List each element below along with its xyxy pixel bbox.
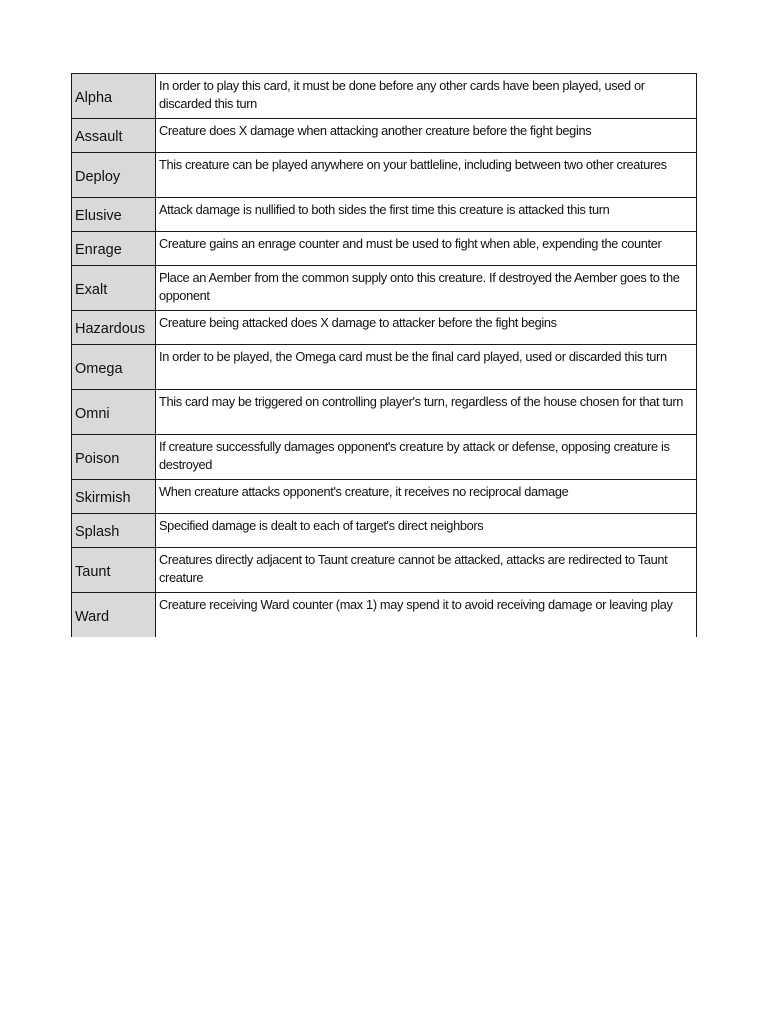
table-row (72, 266, 697, 311)
definition-cell: Creature being attacked does X damage to attacker before the fight begins (156, 311, 697, 345)
table-row (72, 480, 697, 514)
definition-cell: This card may be triggered on controlling player's turn, regardless of the house chosen for that turn (156, 390, 697, 435)
table-row (72, 119, 697, 153)
definition-cell: When creature attacks opponent's creature, it receives no reciprocal damage (156, 480, 697, 514)
keyword-cell: Elusive (72, 198, 156, 232)
table-row (72, 345, 697, 390)
definition-cell: Creature receiving Ward counter (max 1) may spend it to avoid receiving damage or leaving play (156, 593, 697, 638)
keyword-cell: Alpha (72, 74, 156, 119)
table-row (72, 593, 697, 638)
definition-cell: Creature gains an enrage counter and must be used to fight when able, expending the counter (156, 232, 697, 266)
definition-cell: If creature successfully damages opponent's creature by attack or defense, opposing creature is destroyed (156, 435, 697, 480)
keyword-cell: Omega (72, 345, 156, 390)
keyword-cell: Exalt (72, 266, 156, 311)
keyword-glossary-table (71, 73, 697, 637)
keyword-cell: Deploy (72, 153, 156, 198)
definition-cell: Specified damage is dealt to each of target's direct neighbors (156, 514, 697, 548)
table-row (72, 198, 697, 232)
definition-cell: This creature can be played anywhere on your battleline, including between two other creatures (156, 153, 697, 198)
definition-cell: In order to play this card, it must be done before any other cards have been played, used or discarded this turn (156, 74, 697, 119)
definition-cell: Place an Aember from the common supply onto this creature. If destroyed the Aember goes to the opponent (156, 266, 697, 311)
table-row (72, 548, 697, 593)
table-row (72, 514, 697, 548)
keyword-cell: Assault (72, 119, 156, 153)
keyword-cell: Taunt (72, 548, 156, 593)
keyword-cell: Ward (72, 593, 156, 638)
definition-cell: Creatures directly adjacent to Taunt creature cannot be attacked, attacks are redirected to Taunt creature (156, 548, 697, 593)
keyword-cell: Skirmish (72, 480, 156, 514)
keyword-cell: Enrage (72, 232, 156, 266)
keyword-cell: Omni (72, 390, 156, 435)
table-row (72, 311, 697, 345)
keyword-cell: Hazardous (72, 311, 156, 345)
definition-cell: In order to be played, the Omega card must be the final card played, used or discarded this turn (156, 345, 697, 390)
table-row (72, 232, 697, 266)
table-row (72, 390, 697, 435)
table-row (72, 435, 697, 480)
definition-cell: Attack damage is nullified to both sides the first time this creature is attacked this turn (156, 198, 697, 232)
keyword-cell: Poison (72, 435, 156, 480)
table-row (72, 74, 697, 119)
keyword-cell: Splash (72, 514, 156, 548)
table-row (72, 153, 697, 198)
definition-cell: Creature does X damage when attacking another creature before the fight begins (156, 119, 697, 153)
